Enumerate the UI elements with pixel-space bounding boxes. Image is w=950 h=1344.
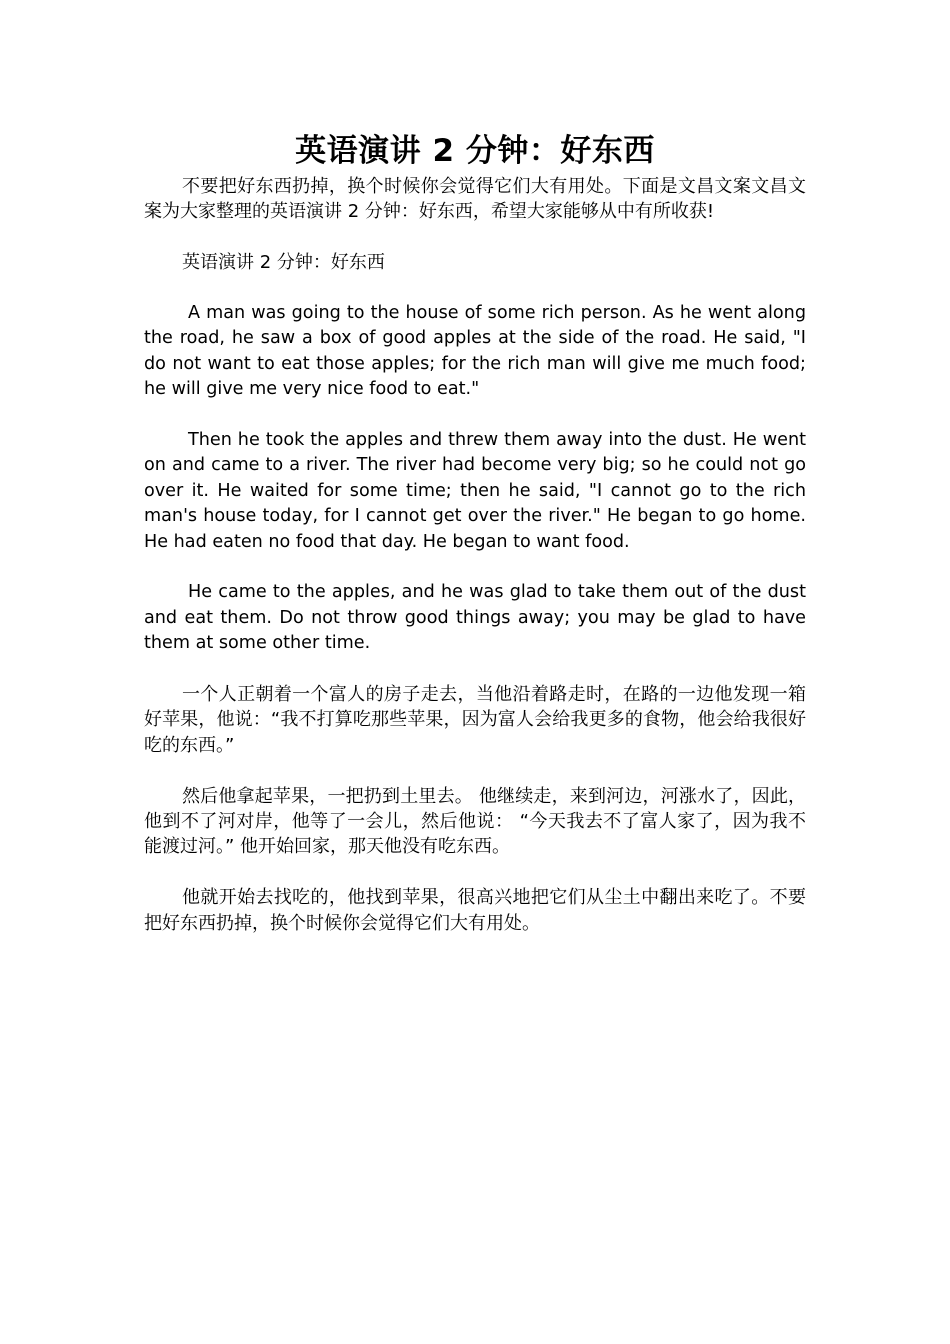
english-paragraph-1: A man was going to the house of some rich person. As he went along the road, he saw a box of good apples at the side of the road. He said, "I do not want to eat those apples; for the rich man will give me much food; he will give me very nice food to eat."	[144, 303, 806, 400]
intro-paragraph: 不要把好东西扔掉，换个时候你会觉得它们大有用处。下面是文昌文案文昌文案为大家整理的英语演讲 2 分钟：好东西，希望大家能够从中有所收获!	[144, 176, 806, 223]
section-subtitle: 英语演讲 2 分钟：好东西	[182, 252, 385, 274]
english-paragraph-3: He came to the apples, and he was glad to take them out of the dust and eat them. Do not throw good things away; you may be glad to have them at some other time.	[144, 582, 806, 654]
document-title: 英语演讲 2 分钟：好东西	[295, 133, 655, 169]
chinese-paragraph-1: 一个人正朝着一个富人的房子走去，当他沿着路走时，在路的一边他发现一箱好苹果，他说：“我不打算吃那些苹果，因为富人会给我更多的食物，他会给我很好吃的东西。”	[144, 684, 806, 756]
chinese-paragraph-3: 他就开始去找吃的，他找到苹果，很高兴地把它们从尘土中翻出来吃了。不要把好东西扔掉，换个时候你会觉得它们大有用处。	[144, 887, 806, 934]
chinese-paragraph-2: 然后他拿起苹果，一把扔到土里去。 他继续走，来到河边，河涨水了，因此，他到不了河对岸，他等了一会儿，然后他说： “今天我去不了富人家了，因为我不能渡过河。” 他开始回家，那天他没有吃东西。	[144, 785, 806, 858]
english-paragraph-2: Then he took the apples and threw them away into the dust. He went on and came to a river. The river had become very big; so he could not go over it. He waited for some time; then he said, "I cannot go to the rich man's house today, for I cannot get over the river." He began to go home. He had eaten no food that day. He began to want food.	[144, 430, 806, 552]
document-page	[144, 128, 806, 961]
